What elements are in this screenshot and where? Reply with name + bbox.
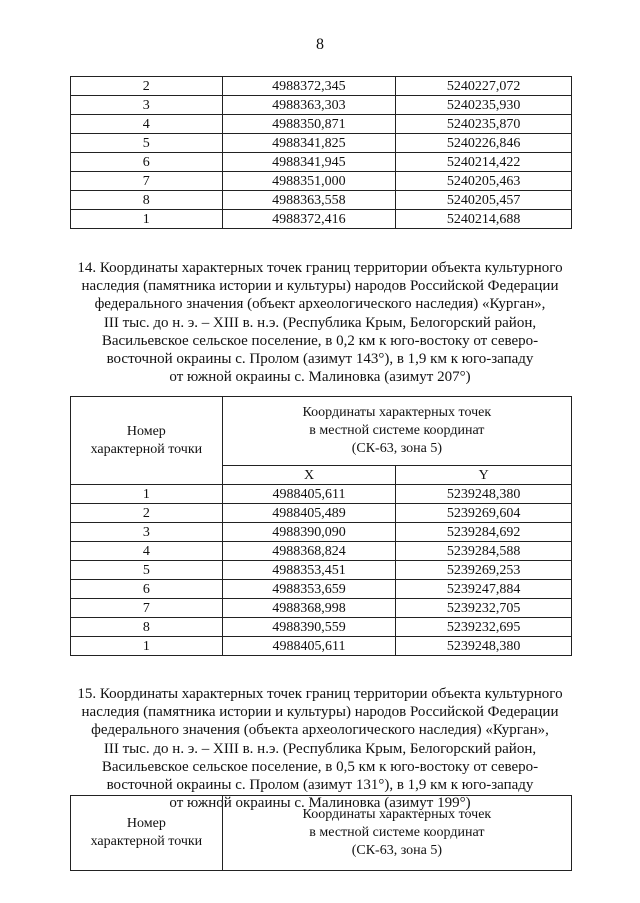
y-coordinate-cell: 5239248,380: [396, 637, 572, 656]
header-point-number: Номер характерной точки: [71, 796, 223, 871]
point-number-cell: 3: [71, 96, 223, 115]
coordinates-table-continued: [70, 76, 572, 229]
x-coordinate-cell: 4988390,090: [222, 523, 396, 542]
table-row: [71, 580, 572, 599]
table-row: [71, 172, 572, 191]
x-coordinate-cell: 4988368,998: [222, 599, 396, 618]
table-row: [71, 153, 572, 172]
point-number-cell: 4: [71, 542, 223, 561]
section-15-line: 15. Координаты характерных точек границ территории объекта культурного: [77, 686, 563, 702]
y-coordinate-cell: 5240205,457: [396, 191, 572, 210]
point-number-cell: 1: [71, 485, 223, 504]
point-number-cell: 5: [71, 134, 223, 153]
point-number-cell: 6: [71, 153, 223, 172]
table-row: [71, 599, 572, 618]
header-coordinates: Координаты характерных точек в местной системе координат (СК-63, зона 5): [222, 397, 571, 466]
table-row: [71, 542, 572, 561]
section-14-line: от южной окраины с. Малиновка (азимут 207°): [169, 369, 471, 386]
section-14-line: федерального значения (объект археологического наследия) «Курган»,: [94, 296, 546, 313]
x-coordinate-cell: 4988353,659: [222, 580, 396, 599]
point-number-cell: 2: [71, 77, 223, 96]
table-row: [71, 523, 572, 542]
table2-body: [71, 485, 572, 656]
point-number-cell: 5: [71, 561, 223, 580]
point-number-cell: 4: [71, 115, 223, 134]
y-coordinate-cell: 5240226,846: [396, 134, 572, 153]
section-14-coordinates-table: [70, 396, 572, 656]
section-14-line: III тыс. до н. э. – XIII в. н.э. (Республика Крым, Белогорский район,: [103, 314, 537, 331]
y-coordinate-cell: 5240227,072: [396, 77, 572, 96]
point-number-cell: 8: [71, 191, 223, 210]
section-14-line: восточной окраины с. Пролом (азимут 143°), в 1,9 км к юго-западу: [106, 351, 534, 368]
header-point-number: Номер характерной точки: [71, 397, 223, 485]
table-row: [71, 637, 572, 656]
y-coordinate-cell: 5240214,688: [396, 210, 572, 229]
point-number-cell: 3: [71, 523, 223, 542]
table-row: [71, 210, 572, 229]
header-x: X: [222, 466, 396, 485]
section-15-coordinates-table: [70, 795, 572, 871]
x-coordinate-cell: 4988405,489: [222, 504, 396, 523]
y-coordinate-cell: 5239284,692: [396, 523, 572, 542]
section-15-line: от южной окраины с. Малиновка (азимут 199°): [169, 795, 471, 812]
table-row: [71, 504, 572, 523]
section-15-line: федерального значения (объекта археологического наследия) «Курган»,: [91, 722, 549, 739]
x-coordinate-cell: 4988372,416: [222, 210, 396, 229]
x-coordinate-cell: 4988341,825: [222, 134, 396, 153]
table-row: [71, 561, 572, 580]
point-number-cell: 1: [71, 210, 223, 229]
x-coordinate-cell: 4988341,945: [222, 153, 396, 172]
section-14-line: наследия (памятника истории и культуры) народов Российской Федерации: [81, 278, 559, 295]
x-coordinate-cell: 4988353,451: [222, 561, 396, 580]
x-coordinate-cell: 4988372,345: [222, 77, 396, 96]
table-row: [71, 96, 572, 115]
point-number-cell: 6: [71, 580, 223, 599]
y-coordinate-cell: 5240235,870: [396, 115, 572, 134]
page-number: 8: [316, 36, 324, 53]
y-coordinate-cell: 5239284,588: [396, 542, 572, 561]
section-15-heading: [60, 685, 580, 812]
section-15-line: восточной окраины с. Пролом (азимут 131°), в 1,9 км к юго-западу: [106, 777, 534, 794]
y-coordinate-cell: 5239232,705: [396, 599, 572, 618]
section-15-line: Васильевское сельское поселение, в 0,5 км к юго-востоку от северо-: [101, 758, 539, 775]
table-row: [71, 191, 572, 210]
table1-body: [71, 77, 572, 229]
y-coordinate-cell: 5240214,422: [396, 153, 572, 172]
x-coordinate-cell: 4988405,611: [222, 637, 396, 656]
x-coordinate-cell: 4988363,303: [222, 96, 396, 115]
table-row: [71, 77, 572, 96]
y-coordinate-cell: 5239248,380: [396, 485, 572, 504]
x-coordinate-cell: 4988368,824: [222, 542, 396, 561]
section-14-line: Васильевское сельское поселение, в 0,2 км к юго-востоку от северо-: [101, 332, 539, 349]
y-coordinate-cell: 5239269,253: [396, 561, 572, 580]
table-row: [71, 485, 572, 504]
y-coordinate-cell: 5239269,604: [396, 504, 572, 523]
x-coordinate-cell: 4988351,000: [222, 172, 396, 191]
table-row: [71, 618, 572, 637]
y-coordinate-cell: 5239232,695: [396, 618, 572, 637]
x-coordinate-cell: 4988350,871: [222, 115, 396, 134]
x-coordinate-cell: 4988405,611: [222, 485, 396, 504]
point-number-cell: 8: [71, 618, 223, 637]
point-number-cell: 2: [71, 504, 223, 523]
header-y: Y: [396, 466, 572, 485]
header-coordinates: Координаты характерных точек в местной системе координат (СК-63, зона 5): [222, 796, 571, 871]
section-14-heading: [60, 259, 580, 386]
point-number-cell: 1: [71, 637, 223, 656]
table-row: [71, 134, 572, 153]
table-row: [71, 115, 572, 134]
y-coordinate-cell: 5239247,884: [396, 580, 572, 599]
point-number-cell: 7: [71, 172, 223, 191]
section-15-line: III тыс. до н. э. – XIII в. н.э. (Республика Крым, Белогорский район,: [103, 740, 537, 757]
x-coordinate-cell: 4988363,558: [222, 191, 396, 210]
y-coordinate-cell: 5240235,930: [396, 96, 572, 115]
section-14-line: 14. Координаты характерных точек границ территории объекта культурного: [77, 260, 563, 276]
point-number-cell: 7: [71, 599, 223, 618]
x-coordinate-cell: 4988390,559: [222, 618, 396, 637]
section-15-line: наследия (памятника истории и культуры) народов Российской Федерации: [81, 704, 559, 721]
y-coordinate-cell: 5240205,463: [396, 172, 572, 191]
